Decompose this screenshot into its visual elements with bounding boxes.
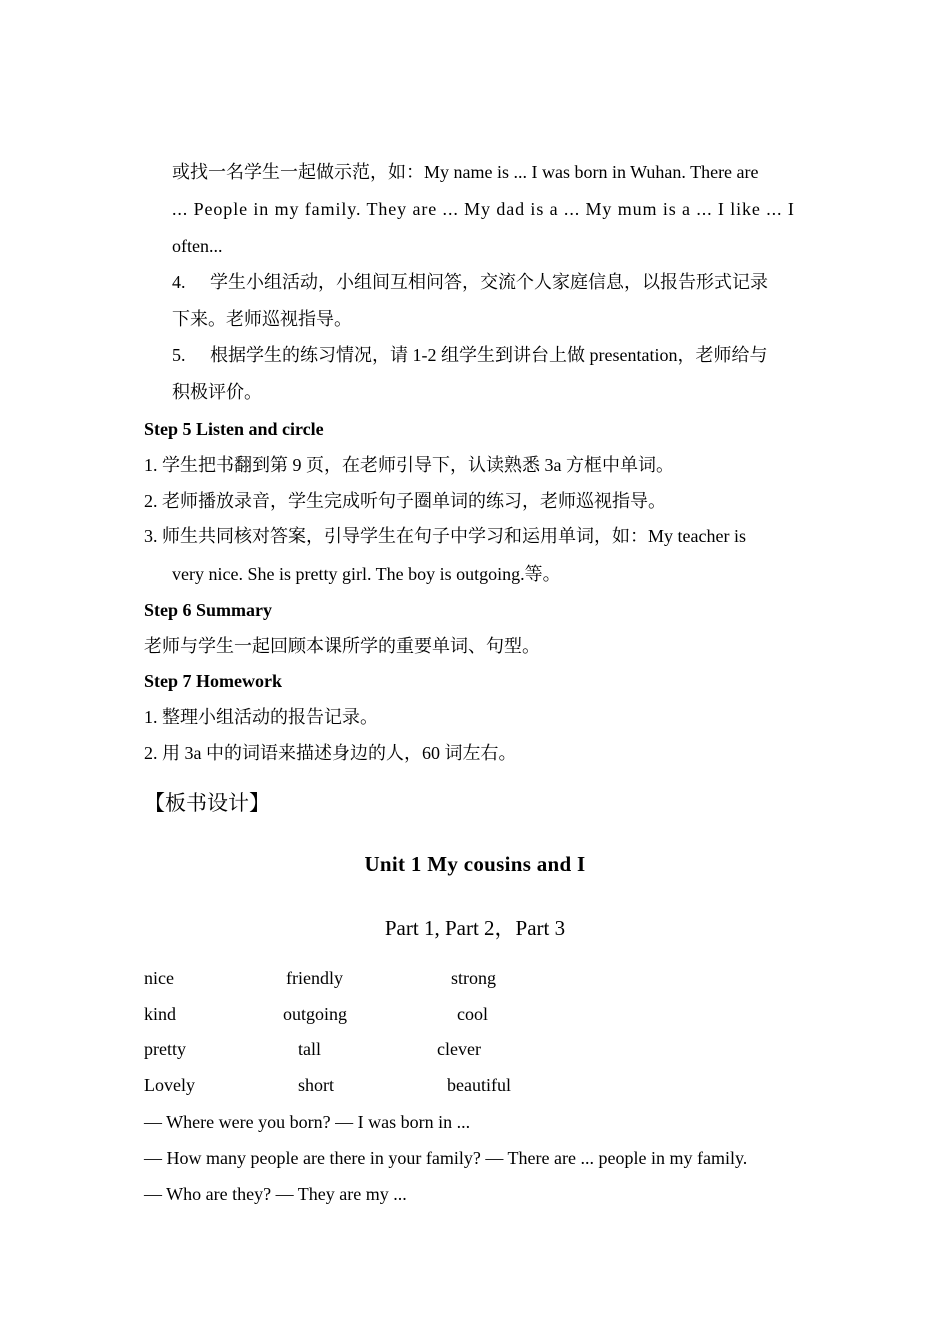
item-5-number: 5. [172, 345, 186, 365]
item-4-line-1 [172, 270, 768, 294]
intro-line-3: often... [172, 236, 223, 256]
board-title: Unit 1 My cousins and I [364, 852, 586, 876]
word-cell: clever [437, 1039, 481, 1059]
intro-line-2 [172, 197, 806, 221]
item-5-text-1: 根据学生的练习情况，请 1-2 组学生到讲台上做 presentation，老师给与 [210, 345, 768, 365]
word-cell: pretty [144, 1039, 186, 1059]
word-cell: tall [298, 1039, 321, 1059]
item-5-line-1 [172, 343, 767, 367]
board-design-heading: 【板书设计】 [144, 791, 270, 815]
word-cell: cool [457, 1004, 488, 1024]
step-7-heading: Step 7 Homework [144, 671, 282, 691]
step-7-item-2: 2. 用 3a 中的词语来描述身边的人，60 词左右。 [144, 743, 517, 763]
step-7-item-1: 1. 整理小组活动的报告记录。 [144, 707, 378, 727]
word-cell: short [298, 1075, 334, 1095]
item-4-number: 4. [172, 272, 186, 292]
dialog-line-3: — Who are they? — They are my ... [144, 1184, 407, 1204]
word-cell: outgoing [283, 1004, 348, 1024]
item-4-text-1: 学生小组活动，小组间互相问答，交流个人家庭信息，以报告形式记录 [210, 272, 768, 292]
intro-text-2: ... People in my family. They are ... My dad is a ... My mum is a ... I like ... I [172, 199, 795, 219]
step-5-item-2: 2. 老师播放录音，学生完成听句子圈单词的练习，老师巡视指导。 [144, 491, 666, 511]
word-cell: strong [451, 968, 496, 988]
step-5-item-3-line-1: 3. 师生共同核对答案，引导学生在句子中学习和运用单词，如：My teacher is [144, 526, 746, 546]
step-6-heading: Step 6 Summary [144, 600, 273, 620]
dialog-line-1: — Where were you born? — I was born in ... [144, 1112, 471, 1132]
item-4-line-2: 下来。老师巡视指导。 [172, 309, 352, 329]
intro-line-1 [172, 160, 806, 184]
board-subtitle: Part 1, Part 2，Part 3 [384, 916, 566, 940]
word-cell: beautiful [447, 1075, 511, 1095]
dialog-line-2: — How many people are there in your family? — There are ... people in my family. [144, 1148, 748, 1168]
word-cell: friendly [286, 968, 343, 988]
step-6-text: 老师与学生一起回顾本课所学的重要单词、句型。 [144, 636, 540, 656]
intro-text-1: 或找一名学生一起做示范，如：My name is ... I was born in Wuhan. There are [172, 162, 759, 182]
word-cell: nice [144, 968, 174, 988]
item-5-line-2: 积极评价。 [172, 382, 262, 402]
step-5-heading: Step 5 Listen and circle [144, 419, 324, 439]
step-5-item-1: 1. 学生把书翻到第 9 页，在老师引导下，认读熟悉 3a 方框中单词。 [144, 455, 674, 475]
word-cell: kind [144, 1004, 177, 1024]
step-5-item-3-line-2: very nice. She is pretty girl. The boy is outgoing.等。 [172, 564, 561, 584]
word-cell: Lovely [144, 1075, 195, 1095]
